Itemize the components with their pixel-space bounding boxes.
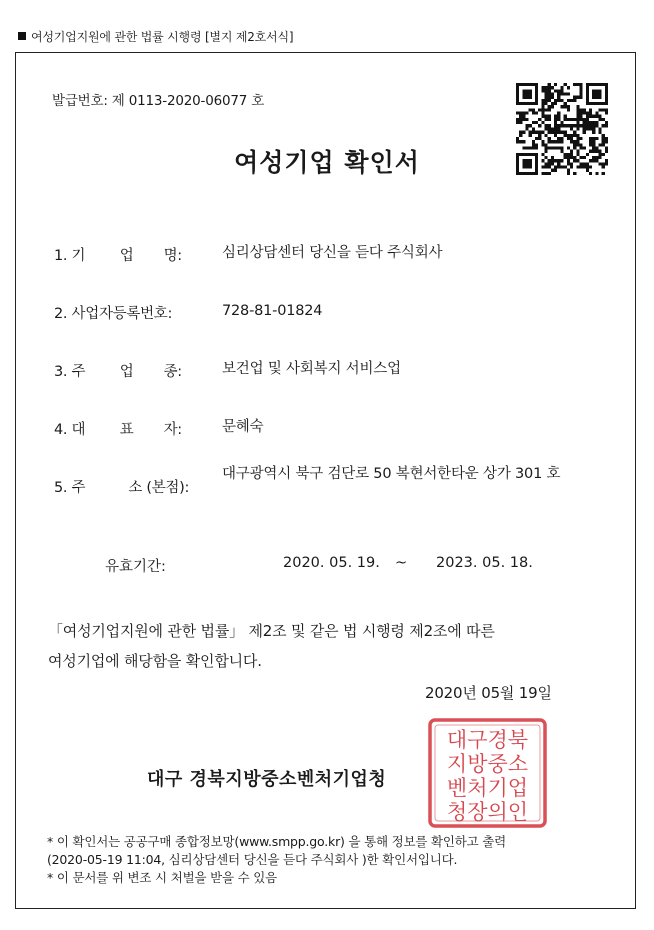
business-reg-label: 2. 사업자등록번호: [54, 306, 173, 322]
validity-start: 2020. 05. 19. [283, 555, 380, 571]
representative-label: 4. 대 표 자: [54, 422, 182, 438]
validity-label: 유효기간: [105, 559, 166, 575]
company-name-value: 심리상담센터 당신을 듣다 주식회사 [222, 245, 443, 261]
validity-separator: ~ [395, 555, 408, 571]
form-reference-text: 여성기업지원에 관한 법률 시행령 [별지 제2호서식] [31, 30, 294, 44]
issuing-authority: 대구 경북지방중소벤처기업청 [147, 769, 387, 790]
business-reg-value: 728-81-01824 [222, 303, 323, 319]
statement-line-2: 여성기업에 해당함을 확인합니다. [48, 652, 262, 670]
seal-line-4: 청장의인 [446, 800, 529, 824]
form-reference [18, 28, 293, 45]
validity-end: 2023. 05. 18. [436, 555, 533, 571]
statement-line-1: 「여성기업지원에 관한 법률」 제2조 및 같은 법 시행령 제2조에 따른 [48, 622, 495, 640]
address-label: 5. 주 소 (본점): [54, 480, 190, 496]
issue-number: 발급번호: 제 0113-2020-06077 호 [52, 93, 265, 109]
seal-line-2: 지방중소 [446, 752, 529, 776]
square-bullet-icon [18, 32, 26, 40]
main-business-value: 보건업 및 사회복지 서비스업 [222, 361, 401, 377]
seal-line-3: 벤처기업 [446, 776, 529, 800]
note-line-2: (2020-05-19 11:04, 심리상담센터 당신을 듣다 주식회사 )한 확인서입니다. [47, 852, 458, 867]
note-line-3: * 이 문서를 위 변조 시 처벌을 받을 수 있음 [47, 870, 278, 885]
main-business-label: 3. 주 업 종: [54, 364, 182, 380]
seal-line-1: 대구경북 [446, 728, 529, 752]
note-line-1: * 이 확인서는 공공구매 종합정보망(www.smpp.go.kr) 을 통해 정보를 확인하고 출력 [47, 834, 507, 849]
company-name-label: 1. 기 업 명: [54, 248, 182, 264]
representative-value: 문혜숙 [222, 419, 264, 435]
issue-date: 2020년 05월 19일 [425, 684, 552, 702]
document-title: 여성기업 확인서 [234, 148, 420, 177]
certification-statement [48, 616, 608, 676]
official-seal-stamp [427, 717, 548, 829]
address-value: 대구광역시 북구 검단로 50 복현서한타운 상가 301 호 [222, 466, 561, 482]
notes [47, 833, 607, 887]
